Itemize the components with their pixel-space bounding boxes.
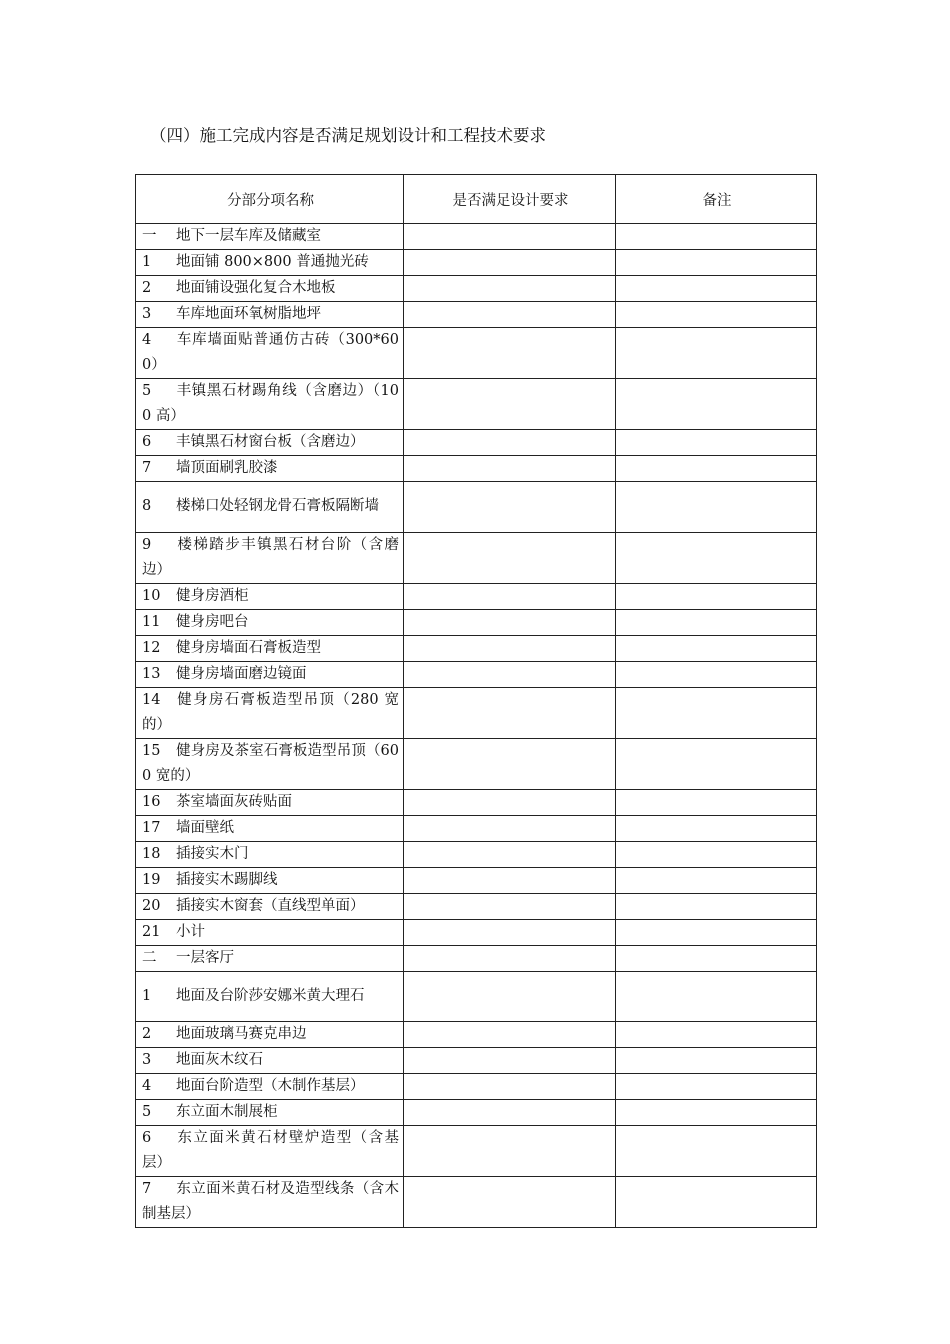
item-name-cell <box>136 1100 404 1126</box>
table-row <box>136 815 817 841</box>
item-name: 地面铺设强化复合木地板 <box>176 280 336 296</box>
remarks-cell[interactable] <box>616 841 817 867</box>
remarks-cell[interactable] <box>616 1074 817 1100</box>
item-name: 墙顶面刷乳胶漆 <box>176 460 278 476</box>
meets-requirement-cell[interactable] <box>404 971 616 1022</box>
item-number: 2 <box>142 280 152 296</box>
remarks-cell[interactable] <box>616 583 817 609</box>
item-number: 7 <box>142 460 152 476</box>
table-row <box>136 1022 817 1048</box>
item-number: 4 <box>142 332 152 348</box>
item-number: 2 <box>142 1026 152 1042</box>
meets-requirement-cell[interactable] <box>404 1074 616 1100</box>
header-meets-requirement: 是否满足设计要求 <box>404 175 616 224</box>
item-name-cell <box>136 328 404 379</box>
item-name: 健身房石膏板造型吊顶（280 宽的） <box>142 691 399 733</box>
table-row <box>136 430 817 456</box>
item-name-cell <box>136 456 404 482</box>
item-number: 12 <box>142 639 161 656</box>
item-number: 3 <box>142 306 152 322</box>
item-name-cell <box>136 1022 404 1048</box>
item-name-cell <box>136 302 404 328</box>
item-name-cell <box>136 738 404 789</box>
meets-requirement-cell[interactable] <box>404 1177 616 1228</box>
item-number: 19 <box>142 871 161 888</box>
item-number: 16 <box>142 793 161 810</box>
item-number: 6 <box>142 434 152 450</box>
item-number: 17 <box>142 819 161 836</box>
remarks-cell[interactable] <box>616 738 817 789</box>
item-number: 7 <box>142 1181 152 1197</box>
remarks-cell[interactable] <box>616 635 817 661</box>
meets-requirement-cell[interactable] <box>404 609 616 635</box>
meets-requirement-cell[interactable] <box>404 583 616 609</box>
table-row <box>136 893 817 919</box>
item-name: 地面及台阶莎安娜米黄大理石 <box>176 987 365 1004</box>
table-row <box>136 945 817 971</box>
table-row <box>136 919 817 945</box>
item-number: 11 <box>142 613 161 630</box>
remarks-cell[interactable] <box>616 971 817 1022</box>
remarks-cell[interactable] <box>616 867 817 893</box>
remarks-cell[interactable] <box>616 687 817 738</box>
table-row <box>136 250 817 276</box>
table-row <box>136 1100 817 1126</box>
item-number: 21 <box>142 923 161 940</box>
meets-requirement-cell[interactable] <box>404 532 616 583</box>
remarks-cell[interactable] <box>616 456 817 482</box>
item-number: 1 <box>142 254 152 270</box>
item-name: 健身房及茶室石膏板造型吊顶（600 宽的） <box>142 742 399 784</box>
item-number: 8 <box>142 498 152 515</box>
remarks-cell[interactable] <box>616 1100 817 1126</box>
meets-requirement-cell[interactable] <box>404 302 616 328</box>
item-name-cell <box>136 815 404 841</box>
remarks-cell[interactable] <box>616 532 817 583</box>
meets-requirement-cell[interactable] <box>404 661 616 687</box>
table-header-row <box>136 175 817 224</box>
item-name-cell <box>136 583 404 609</box>
remarks-cell[interactable] <box>616 945 817 971</box>
remarks-cell[interactable] <box>616 1022 817 1048</box>
section-heading: （四）施工完成内容是否满足规划设计和工程技术要求 <box>150 126 546 145</box>
meets-requirement-cell[interactable] <box>404 635 616 661</box>
table-row <box>136 1074 817 1100</box>
item-number: 5 <box>142 383 152 399</box>
item-name-cell <box>136 609 404 635</box>
item-name: 楼梯踏步丰镇黑石材台阶（含磨边） <box>142 536 399 578</box>
item-number: 10 <box>142 587 161 604</box>
remarks-cell[interactable] <box>616 430 817 456</box>
item-number: 18 <box>142 845 161 862</box>
item-name: 健身房墙面石膏板造型 <box>176 639 321 656</box>
table-row <box>136 224 817 250</box>
table-row <box>136 635 817 661</box>
item-name: 小计 <box>176 923 205 940</box>
item-name-cell <box>136 971 404 1022</box>
table-row <box>136 687 817 738</box>
remarks-cell[interactable] <box>616 789 817 815</box>
meets-requirement-cell[interactable] <box>404 815 616 841</box>
item-name-cell <box>136 919 404 945</box>
remarks-cell[interactable] <box>616 1048 817 1074</box>
item-name: 插接实木窗套（直线型单面） <box>176 897 365 914</box>
item-number: 9 <box>142 536 152 553</box>
item-number: 一 <box>142 228 157 244</box>
item-name-cell <box>136 532 404 583</box>
item-name: 插接实木踢脚线 <box>176 871 278 888</box>
item-name-cell <box>136 1074 404 1100</box>
item-number: 4 <box>142 1078 152 1094</box>
item-name: 茶室墙面灰砖贴面 <box>176 793 292 810</box>
item-name: 地面灰木纹石 <box>176 1052 263 1068</box>
header-remarks: 备注 <box>616 175 817 224</box>
item-name: 一层客厅 <box>176 949 234 966</box>
meets-requirement-cell[interactable] <box>404 738 616 789</box>
item-name-cell <box>136 661 404 687</box>
item-name: 健身房酒柜 <box>176 587 249 604</box>
table-row <box>136 379 817 430</box>
item-name-cell <box>136 841 404 867</box>
remarks-cell[interactable] <box>616 893 817 919</box>
item-name: 东立面米黄石材壁炉造型（含基层） <box>142 1130 399 1171</box>
item-name: 车库墙面贴普通仿古砖（300*600） <box>142 332 399 373</box>
table-row <box>136 789 817 815</box>
item-name-cell <box>136 867 404 893</box>
meets-requirement-cell[interactable] <box>404 430 616 456</box>
meets-requirement-cell[interactable] <box>404 1022 616 1048</box>
item-name-cell <box>136 1126 404 1177</box>
items-table <box>135 174 817 1228</box>
meets-requirement-cell[interactable] <box>404 893 616 919</box>
table-row <box>136 583 817 609</box>
table-row <box>136 1126 817 1177</box>
remarks-cell[interactable] <box>616 609 817 635</box>
meets-requirement-cell[interactable] <box>404 789 616 815</box>
item-name-cell <box>136 379 404 430</box>
item-number: 5 <box>142 1104 152 1120</box>
meets-requirement-cell[interactable] <box>404 945 616 971</box>
item-name-cell <box>136 687 404 738</box>
item-number: 20 <box>142 897 161 914</box>
item-name: 东立面米黄石材及造型线条（含木制基层） <box>142 1181 399 1222</box>
item-name: 楼梯口处轻钢龙骨石膏板隔断墙 <box>176 498 379 515</box>
item-name: 地面台阶造型（木制作基层） <box>176 1078 365 1094</box>
table-row <box>136 841 817 867</box>
remarks-cell[interactable] <box>616 379 817 430</box>
item-name-cell <box>136 789 404 815</box>
remarks-cell[interactable] <box>616 250 817 276</box>
item-number: 15 <box>142 742 161 759</box>
item-name-cell <box>136 224 404 250</box>
item-name: 墙面壁纸 <box>176 819 234 836</box>
table-row <box>136 661 817 687</box>
item-name: 车库地面环氧树脂地坪 <box>176 306 321 322</box>
remarks-cell[interactable] <box>616 1177 817 1228</box>
item-name-cell <box>136 1048 404 1074</box>
item-name: 健身房墙面磨边镜面 <box>176 665 307 682</box>
table-row <box>136 302 817 328</box>
remarks-cell[interactable] <box>616 302 817 328</box>
table-row <box>136 1048 817 1074</box>
table-row <box>136 609 817 635</box>
meets-requirement-cell[interactable] <box>404 276 616 302</box>
remarks-cell[interactable] <box>616 1126 817 1177</box>
meets-requirement-cell[interactable] <box>404 456 616 482</box>
item-name: 东立面木制展柜 <box>176 1104 278 1120</box>
table-row <box>136 1177 817 1228</box>
meets-requirement-cell[interactable] <box>404 841 616 867</box>
table-row <box>136 867 817 893</box>
remarks-cell[interactable] <box>616 482 817 533</box>
remarks-cell[interactable] <box>616 815 817 841</box>
table-row <box>136 532 817 583</box>
table-body <box>136 224 817 1228</box>
meets-requirement-cell[interactable] <box>404 867 616 893</box>
item-name: 地面铺 800×800 普通抛光砖 <box>176 254 369 270</box>
item-name-cell <box>136 1177 404 1228</box>
meets-requirement-cell[interactable] <box>404 1048 616 1074</box>
remarks-cell[interactable] <box>616 919 817 945</box>
table-row <box>136 482 817 533</box>
item-number: 1 <box>142 987 152 1004</box>
meets-requirement-cell[interactable] <box>404 687 616 738</box>
item-number: 6 <box>142 1130 152 1146</box>
item-number: 14 <box>142 691 161 708</box>
table-row <box>136 456 817 482</box>
remarks-cell[interactable] <box>616 661 817 687</box>
item-name-cell <box>136 945 404 971</box>
meets-requirement-cell[interactable] <box>404 224 616 250</box>
item-name-cell <box>136 250 404 276</box>
item-name: 插接实木门 <box>176 845 249 862</box>
item-name-cell <box>136 893 404 919</box>
item-number: 二 <box>142 949 157 966</box>
remarks-cell[interactable] <box>616 328 817 379</box>
item-name: 健身房吧台 <box>176 613 249 630</box>
header-item-name: 分部分项名称 <box>136 175 404 224</box>
item-number: 13 <box>142 665 161 682</box>
remarks-cell[interactable] <box>616 224 817 250</box>
table-row <box>136 971 817 1022</box>
item-name-cell <box>136 482 404 533</box>
remarks-cell[interactable] <box>616 276 817 302</box>
item-name-cell <box>136 430 404 456</box>
meets-requirement-cell[interactable] <box>404 379 616 430</box>
meets-requirement-cell[interactable] <box>404 328 616 379</box>
meets-requirement-cell[interactable] <box>404 919 616 945</box>
meets-requirement-cell[interactable] <box>404 482 616 533</box>
meets-requirement-cell[interactable] <box>404 1100 616 1126</box>
meets-requirement-cell[interactable] <box>404 1126 616 1177</box>
meets-requirement-cell[interactable] <box>404 250 616 276</box>
item-name: 丰镇黑石材窗台板（含磨边） <box>176 434 365 450</box>
table-row <box>136 738 817 789</box>
item-name: 地面玻璃马赛克串边 <box>176 1026 307 1042</box>
table-row <box>136 276 817 302</box>
item-name-cell <box>136 276 404 302</box>
item-name: 地下一层车库及储藏室 <box>176 228 321 244</box>
table-row <box>136 328 817 379</box>
item-name-cell <box>136 635 404 661</box>
item-name: 丰镇黑石材踢角线（含磨边）（100 高） <box>142 383 399 424</box>
item-number: 3 <box>142 1052 152 1068</box>
